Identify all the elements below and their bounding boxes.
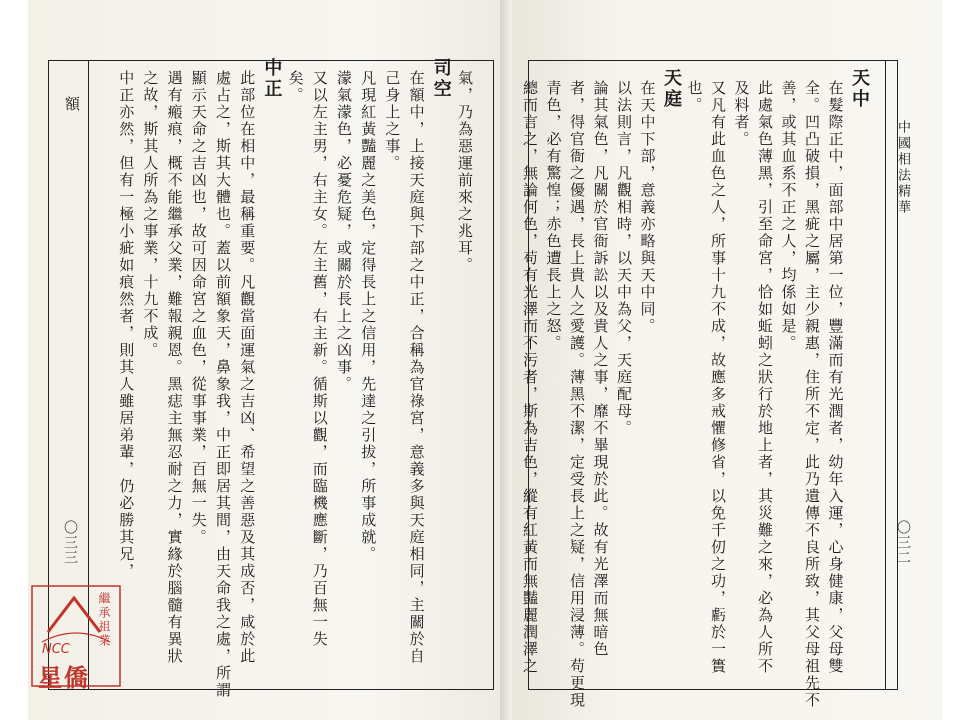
left-page-text-column: 己身上之事。: [383, 70, 402, 172]
watermark-name: 星僑: [38, 663, 90, 692]
left-page-label: 額: [63, 96, 81, 114]
right-page-text-column: 全。凹凸破損，黑疵之屬，主少親惠，住所不定，此乃遺傳不良所致，其父母祖先不: [803, 80, 821, 709]
right-page-heading: 天中: [849, 68, 870, 110]
watermark-stamp: [28, 584, 124, 692]
running-title: 中國相法精華: [895, 120, 910, 216]
left-page-text-column: 凡現紅黃豔麗之美色，定得長上之信用，先達之引拔，所事成就。: [359, 70, 378, 563]
left-page-text-column: 又以左主男，右主女。左主舊，右主新。循斯以觀，而臨機應斷，乃百無一失: [310, 70, 329, 648]
left-page-text-column: 矣。: [286, 70, 305, 104]
left-page-text-column: 在額中，上接天庭與下部之中正，合稱為官祿宮，意義多與天庭相同，主關於自: [407, 70, 426, 665]
right-side-band: [885, 60, 886, 690]
left-page-text-column: 中正亦然，但有一極小疵如痕然者，則其人雖居弟輩，仍必勝其兄，: [117, 70, 136, 580]
right-page-text-column: 在天中下部，意義亦略與天中同。: [638, 80, 657, 335]
left-page-heading: 中正: [261, 58, 283, 100]
left-page-text-column: 氣，乃為惡運前來之兆耳。: [456, 70, 474, 274]
right-page-text-column: 者，得官衙之優遇，長上貴人之愛護。薄黑不潔，定受長上之疑，信用浸薄。苟更現: [568, 80, 586, 709]
right-page-text-column: 在髮際正中，面部中居第一位，豐滿而有光潤者，幼年入運，心身健康，父母雙: [826, 80, 845, 675]
right-page-text-column: 青色，必有驚惶；赤色遭長上之怒。: [544, 80, 563, 352]
left-page-number: 〇三三: [62, 520, 78, 565]
right-page-number: 〇三二: [895, 520, 911, 565]
left-page-text-column: 濛氣濛色，必憂危疑，或關於長上之凶事。: [335, 70, 353, 393]
left-page-text-column: 顯示天命之吉凶也，故可因命宮之血色，從事事業，百無一失。: [189, 70, 208, 546]
right-page-text-column: 此處氣色薄黑，引至命宮，恰如蚯蚓之狀行於地上者，其災難之來，必為人所不: [756, 80, 774, 675]
right-page-text-column: 以法則言，凡觀相時，以天中為父，天庭配母。: [615, 80, 633, 437]
right-page-text-column: 也。: [685, 80, 704, 114]
left-page-text-column: 此部位在相中，最稱重要。凡觀當面運氣之吉凶、希望之善惡及其成否，咸於此: [238, 70, 257, 665]
right-page-heading: 天庭: [661, 68, 682, 110]
right-page-text-column: 論其氣色，凡關於官衙訴訟以及貴人之事，靡不畢現於此。故有光澤而無暗色: [591, 80, 610, 658]
right-page-text-column: 又凡有此血色之人，所事十九不成，故應多戒懼修省，以免千仞之功，虧於一簣: [709, 80, 727, 675]
left-page-text-column: 遇有瘢痕，概不能繼承父業，難報親恩。黑痣主無忍耐之力，實緣於腦髓有異狀: [165, 70, 184, 665]
watermark-brand: NCC: [42, 642, 70, 657]
right-page-text-column: 及料者。: [732, 80, 751, 148]
watermark-motto: 繼承祖業: [97, 592, 111, 648]
left-page-heading: 司空: [430, 58, 452, 100]
left-page-text-column: 之故，斯其人所為之事業，十九不成。: [141, 70, 160, 359]
right-page-text-column: 善，或其血系不正之人，均係如是。: [779, 80, 798, 352]
left-page-text-column: 處占之，斯其大體也。蓋以前額象天，鼻象我，中正即居其間，由天命我之處，所謂: [214, 70, 232, 699]
right-page-text-column: 總而言之，無論何色，苟有光澤而不污者，斯為吉色，縱有紅黃而無豔麗潤澤之: [521, 80, 539, 675]
